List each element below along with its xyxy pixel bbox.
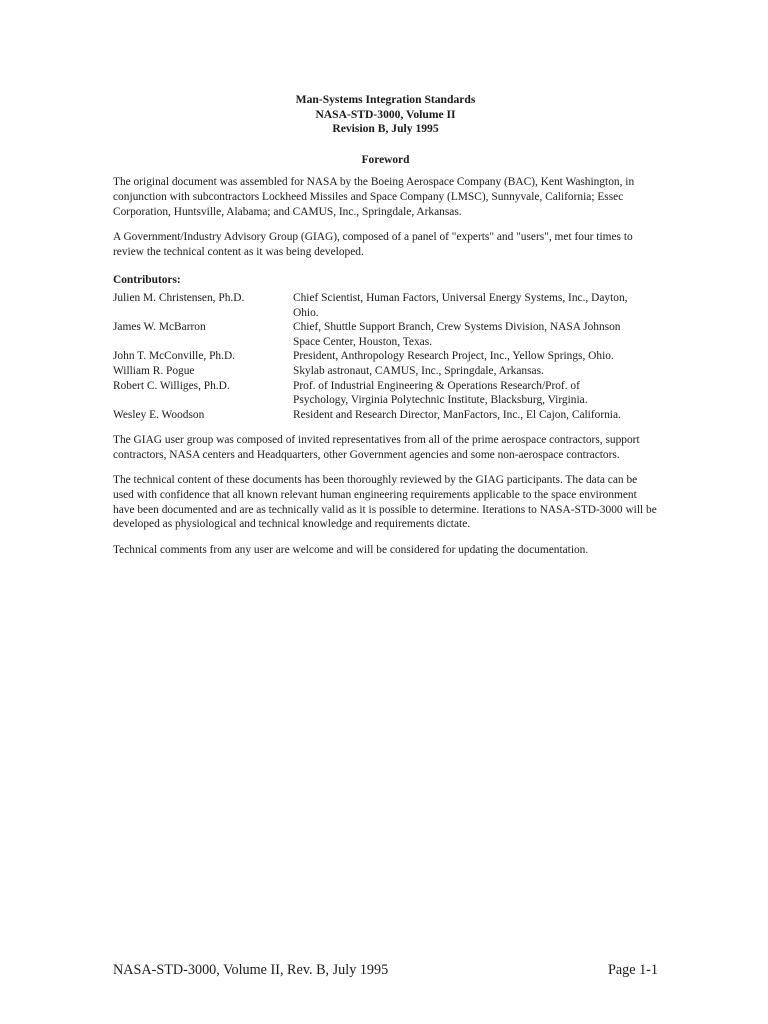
contributor-name: Wesley E. Woodson: [113, 408, 205, 421]
contributor-role: President, Anthropology Research Project, Inc., Yellow Springs, Ohio.: [293, 350, 614, 363]
page-footer: [113, 962, 658, 979]
paragraph-technical-content: The technical content of these documents has been thoroughly reviewed by the GIAG participants. The data can be used with confidence that all known relevant human engineering requirements applicable to the space environment have been documented and are as technically valid as it is possible to determine. Iterations to NASA-STD-3000 will be developed as physiological and technical knowledge and requirements dictate.: [113, 474, 657, 531]
contributor-row: [113, 408, 658, 423]
paragraph-comments: Technical comments from any user are welcome and will be considered for updating the documentation.: [113, 543, 589, 556]
contributor-name: Julien M. Christensen, Ph.D.: [113, 291, 245, 304]
contributor-role: Chief, Shuttle Support Branch, Crew Systems Division, NASA Johnson Space Center, Houston, Texas.: [293, 321, 621, 348]
contributor-name: Robert C. Williges, Ph.D.: [113, 379, 230, 392]
document-page: [113, 93, 658, 568]
paragraph-user-group: The GIAG user group was composed of invited representatives from all of the prime aerospace contractors, support contractors, NASA centers and Headquarters, other Government agencies and some non-aerospace contractors.: [113, 434, 640, 461]
document-revision: Revision B, July 1995: [332, 122, 439, 136]
paragraph-giag: A Government/Industry Advisory Group (GIAG), composed of a panel of "experts" and "users", met four times to review the technical content as it was being developed.: [113, 231, 633, 258]
contributor-role: Skylab astronaut, CAMUS, Inc., Springdale, Arkansas.: [293, 364, 544, 377]
contributor-name: John T. McConville, Ph.D.: [113, 350, 236, 363]
contributor-role: Chief Scientist, Human Factors, Universal Energy Systems, Inc., Dayton, Ohio.: [293, 291, 628, 319]
contributors-list: [113, 291, 658, 422]
contributors-heading: Contributors:: [113, 274, 181, 287]
contributor-row: [113, 364, 658, 379]
paragraph-origin: The original document was assembled for NASA by the Boeing Aerospace Company (BAC), Kent Washington, in conjunction with subcontractors Lockheed Missiles and Space Company (LMSC), Sunnyvale, California; Essec Corporation, Huntsville, Alabama; and CAMUS, Inc., Springdale, Arkansas.: [113, 176, 635, 218]
contributor-row: [113, 349, 658, 364]
contributor-row: [113, 379, 658, 408]
contributor-name: James W. McBarron: [113, 321, 206, 334]
document-title: Man-Systems Integration Standards: [295, 93, 476, 106]
foreword-heading: Foreword: [361, 153, 410, 166]
title-block: [113, 93, 658, 137]
footer-document-id: NASA-STD-3000, Volume II, Rev. B, July 1995: [113, 962, 389, 978]
contributor-role: Resident and Research Director, ManFactors, Inc., El Cajon, California.: [293, 408, 621, 421]
contributor-name: William R. Pogue: [113, 364, 195, 377]
page-number: Page 1-1: [607, 962, 658, 978]
contributor-row: [113, 291, 658, 320]
document-number: NASA-STD-3000, Volume II: [315, 107, 456, 121]
contributor-row: [113, 320, 658, 349]
contributor-role: Prof. of Industrial Engineering & Operations Research/Prof. of Psychology, Virginia Polytechnic Institute, Blacksburg, Virginia.: [293, 379, 588, 407]
